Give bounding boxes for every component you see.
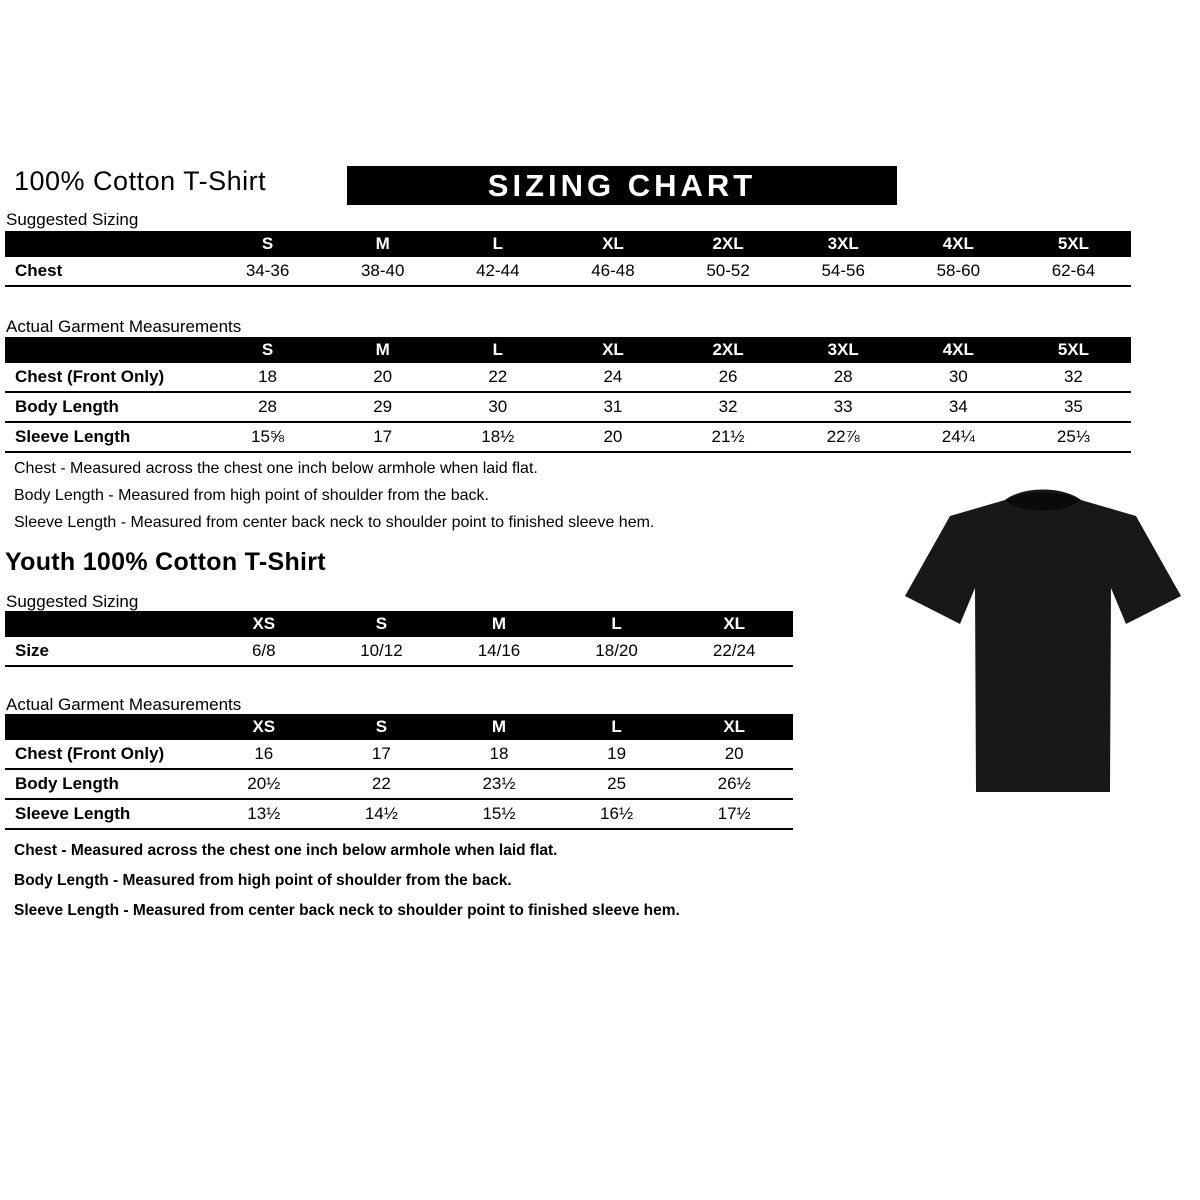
measurement-cell: 20 [325,363,440,392]
size-column-header: XL [675,714,793,740]
measurement-cell: 46-48 [555,257,670,286]
measurement-cell: 26½ [675,769,793,799]
measurement-cell: 16½ [558,799,676,829]
size-column-header: M [325,231,440,257]
measurement-cell: 32 [1016,363,1131,392]
measurement-row [5,392,1131,422]
measurement-row [5,799,793,829]
measurement-cell: 33 [786,392,901,422]
header-corner-cell [5,337,210,363]
row-label: Body Length [5,769,205,799]
adult-actual-measurements-label: Actual Garment Measurements [6,317,242,336]
youth-actual-measurements-label: Actual Garment Measurements [6,695,242,714]
measurement-cell: 17 [325,422,440,452]
measurement-row [5,740,793,769]
size-column-header: 2XL [671,337,786,363]
youth-measurement-notes [14,842,680,932]
measurement-cell: 31 [555,392,670,422]
note-chest: Chest - Measured across the chest one inch below armhole when laid flat. [14,460,538,477]
measurement-cell: 58-60 [901,257,1016,286]
measurement-cell: 14/16 [440,637,558,666]
measurement-cell: 18½ [440,422,555,452]
size-column-header: 3XL [786,231,901,257]
row-label: Chest (Front Only) [5,363,210,392]
measurement-cell: 22 [323,769,441,799]
size-column-header: S [323,714,441,740]
measurement-cell: 10/12 [323,637,441,666]
measurement-cell: 23½ [440,769,558,799]
measurement-cell: 17½ [675,799,793,829]
row-label: Body Length [5,392,210,422]
size-column-header: M [325,337,440,363]
measurement-cell: 42-44 [440,257,555,286]
note-body-length: Body Length - Measured from high point of shoulder from the back. [14,872,512,889]
measurement-cell: 19 [558,740,676,769]
note-sleeve-length: Sleeve Length - Measured from center back neck to shoulder point to finished sleeve hem. [14,514,655,531]
measurement-cell: 34 [901,392,1016,422]
row-label: Sleeve Length [5,422,210,452]
measurement-cell: 25⅓ [1016,422,1131,452]
measurement-cell: 25 [558,769,676,799]
measurement-cell: 28 [210,392,325,422]
measurement-cell: 15⅝ [210,422,325,452]
size-column-header: S [323,611,441,637]
measurement-row [5,637,793,666]
measurement-cell: 6/8 [205,637,323,666]
measurement-cell: 21½ [671,422,786,452]
header-corner-cell [5,231,210,257]
size-header-row [5,337,1131,363]
measurement-cell: 15½ [440,799,558,829]
size-column-header: S [210,231,325,257]
size-column-header: XS [205,714,323,740]
size-column-header: XL [555,231,670,257]
adult-suggested-sizing-table [5,231,1131,287]
size-header-row [5,231,1131,257]
measurement-cell: 54-56 [786,257,901,286]
size-column-header: L [440,337,555,363]
measurement-cell: 22 [440,363,555,392]
size-column-header: L [440,231,555,257]
measurement-cell: 14½ [323,799,441,829]
header-corner-cell [5,611,205,637]
measurement-row [5,363,1131,392]
size-column-header: 5XL [1016,337,1131,363]
size-header-row [5,611,793,637]
size-header-row [5,714,793,740]
measurement-cell: 20 [675,740,793,769]
youth-section-title: Youth 100% Cotton T-Shirt [5,548,326,576]
measurement-row [5,422,1131,452]
measurement-cell: 18 [440,740,558,769]
size-column-header: L [558,714,676,740]
row-label: Sleeve Length [5,799,205,829]
black-tshirt-graphic [893,474,1193,819]
measurement-cell: 30 [901,363,1016,392]
row-label: Size [5,637,205,666]
measurement-row [5,257,1131,286]
size-column-header: 2XL [671,231,786,257]
measurement-cell: 20½ [205,769,323,799]
adult-measurement-notes [14,460,654,541]
row-label: Chest (Front Only) [5,740,205,769]
measurement-cell: 24 [555,363,670,392]
measurement-cell: 26 [671,363,786,392]
measurement-cell: 32 [671,392,786,422]
size-column-header: L [558,611,676,637]
measurement-cell: 17 [323,740,441,769]
note-sleeve-length: Sleeve Length - Measured from center back neck to shoulder point to finished sleeve hem. [14,902,680,919]
size-column-header: 3XL [786,337,901,363]
adult-suggested-sizing-label: Suggested Sizing [6,210,139,229]
page-title: 100% Cotton T-Shirt [14,166,267,196]
row-label: Chest [5,257,210,286]
measurement-cell: 22⅞ [786,422,901,452]
measurement-cell: 38-40 [325,257,440,286]
size-column-header: XS [205,611,323,637]
note-chest: Chest - Measured across the chest one inch below armhole when laid flat. [14,842,558,859]
note-body-length: Body Length - Measured from high point of shoulder from the back. [14,487,489,504]
measurement-cell: 18/20 [558,637,676,666]
measurement-cell: 20 [555,422,670,452]
measurement-cell: 22/24 [675,637,793,666]
measurement-cell: 29 [325,392,440,422]
youth-actual-measurements-table [5,714,793,830]
measurement-cell: 62-64 [1016,257,1131,286]
size-column-header: XL [555,337,670,363]
youth-suggested-sizing-label: Suggested Sizing [6,592,139,611]
size-column-header: 5XL [1016,231,1131,257]
measurement-cell: 16 [205,740,323,769]
size-column-header: XL [675,611,793,637]
measurement-cell: 18 [210,363,325,392]
measurement-cell: 35 [1016,392,1131,422]
tshirt-image [893,474,1193,819]
size-column-header: 4XL [901,337,1016,363]
measurement-cell: 34-36 [210,257,325,286]
size-column-header: S [210,337,325,363]
header-corner-cell [5,714,205,740]
size-column-header: M [440,611,558,637]
measurement-row [5,769,793,799]
measurement-cell: 24¼ [901,422,1016,452]
measurement-cell: 13½ [205,799,323,829]
size-column-header: M [440,714,558,740]
sizing-chart-banner: SIZING CHART [347,166,897,205]
adult-actual-measurements-table [5,337,1131,453]
measurement-cell: 50-52 [671,257,786,286]
measurement-cell: 28 [786,363,901,392]
youth-suggested-sizing-table [5,611,793,667]
size-column-header: 4XL [901,231,1016,257]
measurement-cell: 30 [440,392,555,422]
